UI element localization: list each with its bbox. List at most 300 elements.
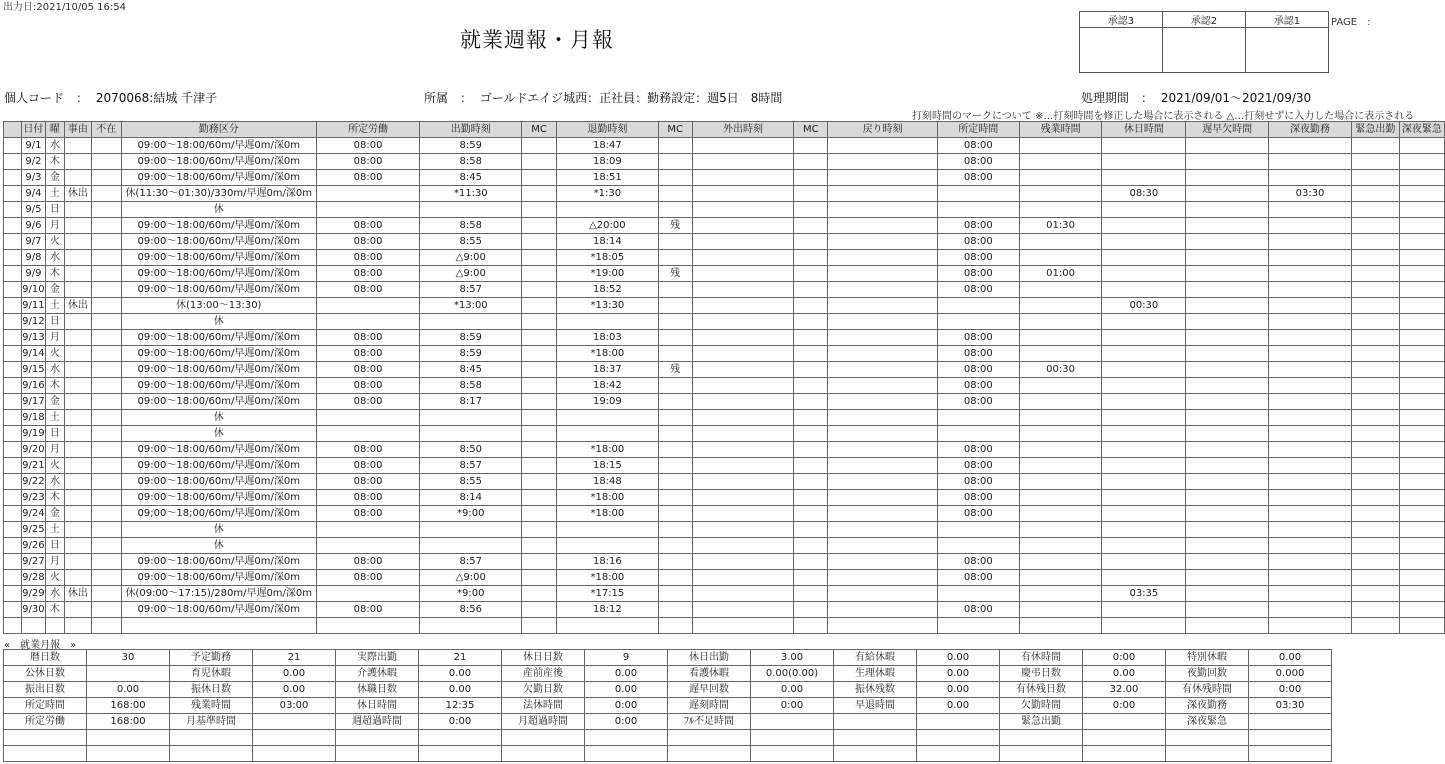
department xyxy=(424,89,786,106)
table-cell xyxy=(1102,426,1186,442)
table-cell: 9/26 xyxy=(21,538,45,554)
table-cell xyxy=(1269,458,1352,474)
table-cell xyxy=(828,458,938,474)
table-cell xyxy=(557,618,659,634)
table-cell xyxy=(828,346,938,362)
table-cell xyxy=(1351,250,1399,266)
col-header: 緊急出勤 xyxy=(1351,122,1399,138)
table-cell: 08:00 xyxy=(316,362,420,378)
mark-legend-note: 打刻時間のマークについて ※…打刻時間を修正した場合に表示される △…打刻せずに入力した場合に表示される xyxy=(912,111,1415,122)
table-cell xyxy=(522,186,557,202)
summary-label: 振出日数 xyxy=(4,682,87,698)
table-cell: 09;00〜18;00/60m/早遅0m/深0m xyxy=(121,506,316,522)
table-cell xyxy=(1269,474,1352,490)
table-cell: 09:00〜18:00/60m/早遅0m/深0m xyxy=(121,570,316,586)
table-cell xyxy=(1019,474,1102,490)
table-cell: 8:57 xyxy=(420,458,522,474)
summary-label xyxy=(502,746,585,762)
table-cell xyxy=(1399,170,1444,186)
table-row xyxy=(4,394,1445,410)
table-cell xyxy=(1186,234,1269,250)
table-cell: 9/24 xyxy=(21,506,45,522)
table-cell xyxy=(1102,538,1186,554)
table-cell xyxy=(1351,570,1399,586)
table-cell: 09:00〜18:00/60m/早遅0m/深0m xyxy=(121,218,316,234)
table-cell xyxy=(522,362,557,378)
table-row xyxy=(4,378,1445,394)
table-cell: 08:00 xyxy=(316,218,420,234)
table-cell xyxy=(1186,442,1269,458)
table-cell: 月 xyxy=(45,442,64,458)
summary-value: 0:00 xyxy=(419,714,502,730)
table-cell: *18:00 xyxy=(557,490,659,506)
table-cell: 8:59 xyxy=(420,330,522,346)
table-cell xyxy=(1399,618,1444,634)
table-cell xyxy=(658,234,692,250)
table-cell xyxy=(557,522,659,538)
col-header: MC xyxy=(522,122,557,138)
table-cell xyxy=(658,570,692,586)
table-cell: 9/10 xyxy=(21,282,45,298)
table-cell xyxy=(1019,586,1102,602)
table-cell xyxy=(316,314,420,330)
col-header: 戻り時刻 xyxy=(828,122,938,138)
table-cell xyxy=(1019,186,1102,202)
table-cell xyxy=(828,298,938,314)
report-title: 就業週報・月報 xyxy=(460,28,614,52)
table-cell xyxy=(1351,442,1399,458)
table-cell xyxy=(1399,154,1444,170)
table-cell xyxy=(64,330,91,346)
table-cell xyxy=(64,570,91,586)
table-cell: 08:00 xyxy=(937,490,1019,506)
table-cell xyxy=(91,138,121,154)
table-cell: 日 xyxy=(45,538,64,554)
table-cell xyxy=(828,618,938,634)
approval-3-stamp xyxy=(1080,28,1163,73)
table-cell xyxy=(420,410,522,426)
row-gutter-cell xyxy=(4,282,22,298)
table-cell xyxy=(828,570,938,586)
summary-value xyxy=(917,714,1000,730)
table-cell xyxy=(522,538,557,554)
page-label: PAGE : xyxy=(1331,17,1371,28)
table-cell xyxy=(658,426,692,442)
summary-label xyxy=(834,730,917,746)
table-cell: 08:00 xyxy=(937,506,1019,522)
table-cell xyxy=(794,394,828,410)
table-cell xyxy=(121,618,316,634)
table-cell: 08:00 xyxy=(937,346,1019,362)
row-gutter-cell xyxy=(4,410,22,426)
summary-label: 遅刻時間 xyxy=(668,698,751,714)
table-cell xyxy=(1019,234,1102,250)
table-cell xyxy=(522,586,557,602)
table-cell xyxy=(91,218,121,234)
table-cell: 08:00 xyxy=(937,378,1019,394)
summary-label: 所定労働 xyxy=(4,714,87,730)
summary-value: 0:00 xyxy=(1249,682,1332,698)
table-cell xyxy=(1269,426,1352,442)
table-cell xyxy=(522,330,557,346)
table-cell xyxy=(1186,570,1269,586)
table-cell xyxy=(557,314,659,330)
table-cell xyxy=(1186,330,1269,346)
table-cell xyxy=(91,202,121,218)
table-cell xyxy=(1019,202,1102,218)
row-gutter-cell xyxy=(4,570,22,586)
table-cell: 08:00 xyxy=(316,474,420,490)
table-cell xyxy=(1269,442,1352,458)
table-cell xyxy=(64,234,91,250)
table-row xyxy=(4,282,1445,298)
table-cell xyxy=(91,522,121,538)
table-cell xyxy=(692,250,794,266)
summary-label: 所定時間 xyxy=(4,698,87,714)
table-cell xyxy=(1269,490,1352,506)
table-cell: *18:00 xyxy=(557,346,659,362)
row-gutter-cell xyxy=(4,474,22,490)
table-cell xyxy=(658,394,692,410)
summary-value: 32.00 xyxy=(1083,682,1166,698)
table-cell xyxy=(1399,218,1444,234)
table-cell xyxy=(21,618,45,634)
col-header: 休日時間 xyxy=(1102,122,1186,138)
table-cell xyxy=(1399,570,1444,586)
table-cell xyxy=(658,506,692,522)
table-cell: *13:30 xyxy=(557,298,659,314)
summary-value xyxy=(917,746,1000,762)
table-cell xyxy=(1351,474,1399,490)
table-cell: 9/25 xyxy=(21,522,45,538)
table-cell xyxy=(522,250,557,266)
table-cell xyxy=(91,602,121,618)
table-cell xyxy=(1351,410,1399,426)
table-row xyxy=(4,202,1445,218)
col-header: 曜 xyxy=(45,122,64,138)
summary-value xyxy=(1249,714,1332,730)
table-cell xyxy=(794,314,828,330)
table-cell: 08:00 xyxy=(937,170,1019,186)
table-cell xyxy=(1399,458,1444,474)
table-cell: 水 xyxy=(45,138,64,154)
table-cell xyxy=(794,506,828,522)
summary-label: 月超過時間 xyxy=(502,714,585,730)
table-cell: 18:51 xyxy=(557,170,659,186)
table-cell: 9/13 xyxy=(21,330,45,346)
summary-value xyxy=(751,730,834,746)
table-cell: 08:00 xyxy=(316,378,420,394)
table-cell xyxy=(1399,138,1444,154)
table-cell xyxy=(794,554,828,570)
table-cell xyxy=(1399,586,1444,602)
table-cell: *9:00 xyxy=(420,586,522,602)
table-cell xyxy=(1399,394,1444,410)
table-cell: 09:00〜18:00/60m/早遅0m/深0m xyxy=(121,442,316,458)
table-cell xyxy=(1186,474,1269,490)
table-cell xyxy=(1351,426,1399,442)
summary-label: 有休時間 xyxy=(1000,650,1083,666)
table-cell xyxy=(64,266,91,282)
summary-value: 0.00 xyxy=(751,682,834,698)
table-cell xyxy=(828,490,938,506)
table-cell xyxy=(91,346,121,362)
summary-value: 0.00 xyxy=(917,650,1000,666)
table-cell xyxy=(316,410,420,426)
table-cell xyxy=(1351,602,1399,618)
table-cell: 09:00〜18:00/60m/早遅0m/深0m xyxy=(121,154,316,170)
table-cell xyxy=(1019,490,1102,506)
table-cell xyxy=(64,426,91,442)
table-cell xyxy=(522,458,557,474)
table-cell: 9/15 xyxy=(21,362,45,378)
table-cell xyxy=(522,490,557,506)
table-cell xyxy=(828,426,938,442)
row-gutter-cell xyxy=(4,458,22,474)
table-cell xyxy=(64,362,91,378)
table-cell: 火 xyxy=(45,234,64,250)
table-cell xyxy=(828,442,938,458)
table-cell: 8:50 xyxy=(420,442,522,458)
table-cell xyxy=(1019,346,1102,362)
table-cell: 金 xyxy=(45,282,64,298)
table-cell: 9/14 xyxy=(21,346,45,362)
table-cell xyxy=(522,154,557,170)
summary-label xyxy=(1000,730,1083,746)
table-cell xyxy=(794,154,828,170)
table-cell: 9/23 xyxy=(21,490,45,506)
summary-label xyxy=(170,746,253,762)
table-cell xyxy=(91,458,121,474)
table-cell xyxy=(692,298,794,314)
table-cell: 09:00〜18:00/60m/早遅0m/深0m xyxy=(121,362,316,378)
table-cell xyxy=(522,378,557,394)
table-cell xyxy=(692,378,794,394)
table-cell: 土 xyxy=(45,186,64,202)
table-cell xyxy=(91,490,121,506)
table-cell: 18:47 xyxy=(557,138,659,154)
table-cell xyxy=(316,202,420,218)
approval-1-label: 承認1 xyxy=(1246,12,1329,28)
table-cell: 08:00 xyxy=(937,138,1019,154)
table-cell xyxy=(1102,410,1186,426)
table-cell xyxy=(658,170,692,186)
table-cell: 9/20 xyxy=(21,442,45,458)
table-cell xyxy=(794,522,828,538)
col-header: 事由 xyxy=(64,122,91,138)
table-cell: 月 xyxy=(45,330,64,346)
table-cell xyxy=(1186,346,1269,362)
table-cell xyxy=(1102,522,1186,538)
summary-label: 休職日数 xyxy=(336,682,419,698)
table-cell xyxy=(1399,442,1444,458)
table-cell xyxy=(1019,170,1102,186)
summary-label: 有給休暇 xyxy=(834,650,917,666)
table-cell xyxy=(1399,282,1444,298)
summary-label: 産前産後 xyxy=(502,666,585,682)
summary-label xyxy=(170,730,253,746)
table-cell xyxy=(1269,218,1352,234)
table-cell xyxy=(64,250,91,266)
table-cell: 08:00 xyxy=(937,570,1019,586)
table-cell: 08:00 xyxy=(937,474,1019,490)
table-cell: 09:00〜18:00/60m/早遅0m/深0m xyxy=(121,554,316,570)
summary-label: 生理休暇 xyxy=(834,666,917,682)
table-cell xyxy=(828,234,938,250)
table-cell: 08:00 xyxy=(316,346,420,362)
summary-value: 0.000 xyxy=(1249,666,1332,682)
table-cell xyxy=(937,298,1019,314)
summary-value: 03:00 xyxy=(253,698,336,714)
row-gutter-cell xyxy=(4,394,22,410)
table-cell: 08:00 xyxy=(316,138,420,154)
table-cell xyxy=(420,538,522,554)
table-cell xyxy=(692,474,794,490)
table-cell: 休 xyxy=(121,522,316,538)
table-cell: 土 xyxy=(45,298,64,314)
table-cell xyxy=(64,442,91,458)
table-cell xyxy=(1186,410,1269,426)
table-cell: 18:12 xyxy=(557,602,659,618)
table-row xyxy=(4,618,1445,634)
table-cell xyxy=(692,202,794,218)
summary-label: 早退時間 xyxy=(834,698,917,714)
table-cell: *18:00 xyxy=(557,442,659,458)
row-gutter-cell xyxy=(4,618,22,634)
row-gutter-cell xyxy=(4,442,22,458)
summary-value xyxy=(419,746,502,762)
table-cell: 8:14 xyxy=(420,490,522,506)
row-gutter-cell xyxy=(4,522,22,538)
table-cell xyxy=(522,474,557,490)
summary-label: 休日出勤 xyxy=(668,650,751,666)
table-cell xyxy=(1019,314,1102,330)
table-cell xyxy=(316,618,420,634)
table-cell: 08:00 xyxy=(937,362,1019,378)
row-gutter-cell xyxy=(4,378,22,394)
table-cell xyxy=(692,170,794,186)
table-cell: 08:00 xyxy=(316,554,420,570)
table-cell xyxy=(316,426,420,442)
table-cell: 9/21 xyxy=(21,458,45,474)
summary-value: 0.00 xyxy=(917,682,1000,698)
table-cell: 08:00 xyxy=(937,394,1019,410)
table-cell: 9/4 xyxy=(21,186,45,202)
table-cell xyxy=(1269,266,1352,282)
summary-value: 0:00 xyxy=(585,698,668,714)
col-header: MC xyxy=(794,122,828,138)
table-cell: 休 xyxy=(121,314,316,330)
table-cell: 残 xyxy=(658,362,692,378)
row-gutter-cell xyxy=(4,170,22,186)
table-cell: 01:00 xyxy=(1019,266,1102,282)
table-cell xyxy=(1399,314,1444,330)
table-cell xyxy=(1102,346,1186,362)
summary-label xyxy=(336,730,419,746)
table-cell xyxy=(1269,586,1352,602)
table-cell xyxy=(316,186,420,202)
table-cell: 水 xyxy=(45,586,64,602)
table-cell xyxy=(1399,266,1444,282)
summary-label xyxy=(1166,730,1249,746)
summary-value xyxy=(585,746,668,762)
table-row xyxy=(4,538,1445,554)
table-cell: 08:00 xyxy=(316,570,420,586)
table-cell: 09:00〜18:00/60m/早遅0m/深0m xyxy=(121,490,316,506)
summary-value: 0.00 xyxy=(917,698,1000,714)
summary-value: 0.00 xyxy=(585,666,668,682)
table-cell: 08:00 xyxy=(316,250,420,266)
table-cell xyxy=(91,586,121,602)
table-cell xyxy=(794,602,828,618)
table-cell: 08:00 xyxy=(937,458,1019,474)
col-header: 遅早欠時間 xyxy=(1186,122,1269,138)
table-cell: 08:00 xyxy=(937,234,1019,250)
summary-value: 0.00(0.00) xyxy=(751,666,834,682)
table-cell: 09:00〜18:00/60m/早遅0m/深0m xyxy=(121,474,316,490)
table-row xyxy=(4,570,1445,586)
row-gutter-cell xyxy=(4,250,22,266)
table-cell xyxy=(794,202,828,218)
table-cell xyxy=(1351,266,1399,282)
table-cell xyxy=(91,410,121,426)
table-cell xyxy=(658,330,692,346)
table-cell: *18:00 xyxy=(557,506,659,522)
summary-value xyxy=(253,746,336,762)
table-cell xyxy=(64,218,91,234)
table-cell: △9:00 xyxy=(420,570,522,586)
summary-value xyxy=(1083,730,1166,746)
table-cell: 8:59 xyxy=(420,138,522,154)
table-cell xyxy=(692,314,794,330)
table-row xyxy=(4,234,1445,250)
table-cell xyxy=(658,522,692,538)
table-cell: 08:00 xyxy=(937,442,1019,458)
table-cell: 休(13:00〜13:30) xyxy=(121,298,316,314)
table-cell xyxy=(91,538,121,554)
table-cell: *18:05 xyxy=(557,250,659,266)
table-cell xyxy=(1269,330,1352,346)
table-cell xyxy=(692,618,794,634)
table-cell: 18:09 xyxy=(557,154,659,170)
table-cell: 水 xyxy=(45,362,64,378)
col-header: 所定時間 xyxy=(937,122,1019,138)
table-cell xyxy=(1186,250,1269,266)
table-row xyxy=(4,298,1445,314)
table-cell xyxy=(1399,250,1444,266)
table-cell xyxy=(1399,410,1444,426)
table-cell: 8:17 xyxy=(420,394,522,410)
table-row xyxy=(4,170,1445,186)
table-cell xyxy=(794,282,828,298)
table-cell xyxy=(91,314,121,330)
table-row xyxy=(4,602,1445,618)
table-cell xyxy=(794,426,828,442)
table-cell xyxy=(794,458,828,474)
row-gutter-cell xyxy=(4,154,22,170)
table-cell: 09:00〜18:00/60m/早遅0m/深0m xyxy=(121,282,316,298)
table-cell: *1:30 xyxy=(557,186,659,202)
table-row xyxy=(4,330,1445,346)
table-cell xyxy=(1269,234,1352,250)
table-cell xyxy=(1102,506,1186,522)
summary-row xyxy=(4,730,1332,746)
table-cell xyxy=(91,298,121,314)
table-cell xyxy=(658,490,692,506)
table-cell xyxy=(64,618,91,634)
table-cell xyxy=(1102,394,1186,410)
table-cell xyxy=(658,538,692,554)
